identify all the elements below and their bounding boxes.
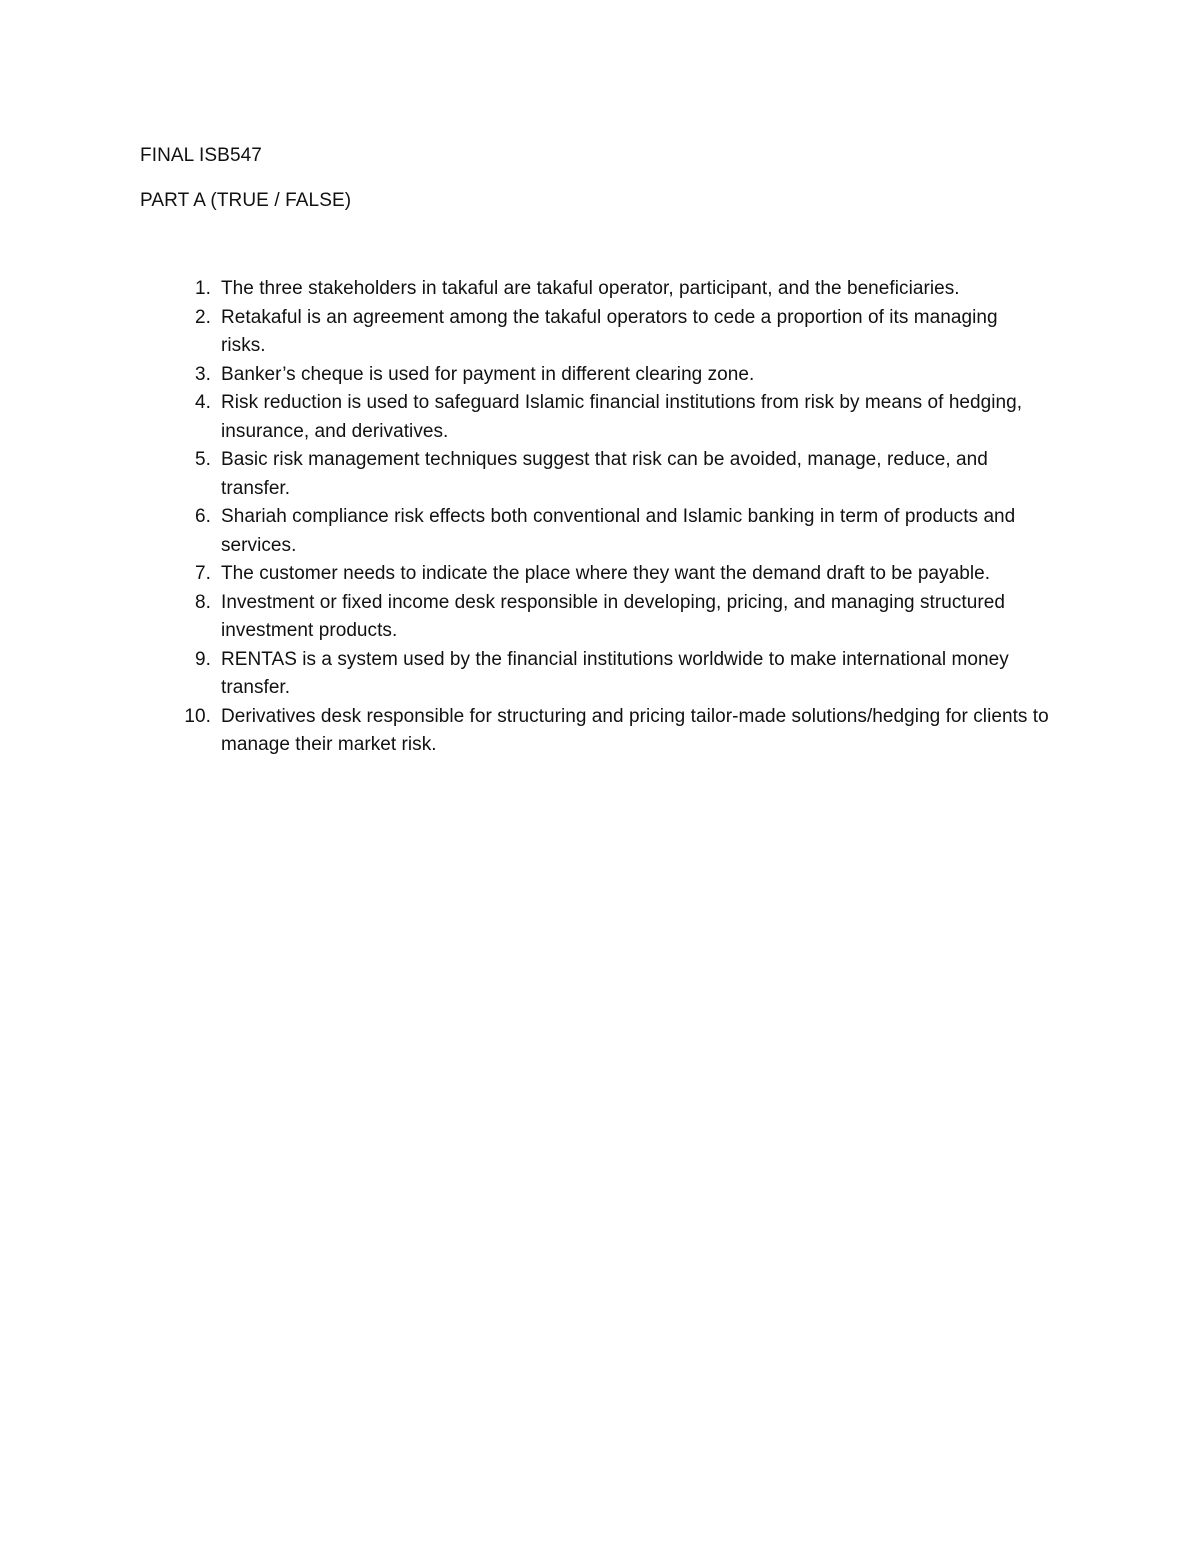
question-item-9 — [140, 646, 1070, 703]
question-text: Derivatives desk responsible for structuring and pricing tailor-made solutions/hedging for clients to manage their market risk. — [221, 705, 1049, 755]
question-number: 4. — [195, 392, 211, 413]
question-text: Retakaful is an agreement among the takaful operators to cede a proportion of its managing risks. — [221, 306, 998, 356]
question-item-3 — [140, 361, 1070, 390]
question-number: 7. — [195, 563, 211, 584]
question-item-5 — [140, 446, 1070, 503]
question-number: 6. — [195, 506, 211, 527]
question-text: The customer needs to indicate the place where they want the demand draft to be payable. — [221, 563, 991, 584]
question-number: 8. — [195, 591, 211, 613]
question-item-8 — [140, 589, 1070, 646]
question-number: 3. — [195, 363, 211, 385]
question-number: 2. — [195, 306, 211, 328]
question-text: The three stakeholders in takaful are takaful operator, participant, and the beneficiaries. — [221, 278, 960, 299]
question-number: 1. — [195, 278, 211, 299]
question-text: Shariah compliance risk effects both conventional and Islamic banking in term of products and services. — [221, 506, 1016, 556]
question-item-6 — [140, 503, 1070, 560]
document-title: FINAL ISB547 — [140, 145, 262, 166]
question-text: Risk reduction is used to safeguard Islamic financial institutions from risk by means of hedging, insurance, and derivatives. — [221, 392, 1023, 442]
question-number: 10. — [184, 705, 211, 727]
question-text: Banker’s cheque is used for payment in different clearing zone. — [221, 363, 755, 385]
question-item-10 — [140, 703, 1070, 760]
question-list — [140, 275, 1070, 760]
question-item-7 — [140, 560, 1070, 589]
question-text: RENTAS is a system used by the financial institutions worldwide to make international money transfer. — [221, 648, 1009, 698]
question-text: Investment or fixed income desk responsible in developing, pricing, and managing structured investment products. — [221, 591, 1005, 641]
question-text: Basic risk management techniques suggest that risk can be avoided, manage, reduce, and transfer. — [221, 449, 988, 499]
question-number: 5. — [195, 449, 211, 470]
question-number: 9. — [195, 648, 211, 670]
question-item-4 — [140, 389, 1070, 446]
question-item-2 — [140, 304, 1070, 361]
section-heading: PART A (TRUE / FALSE) — [140, 190, 352, 211]
question-item-1 — [140, 275, 1070, 304]
